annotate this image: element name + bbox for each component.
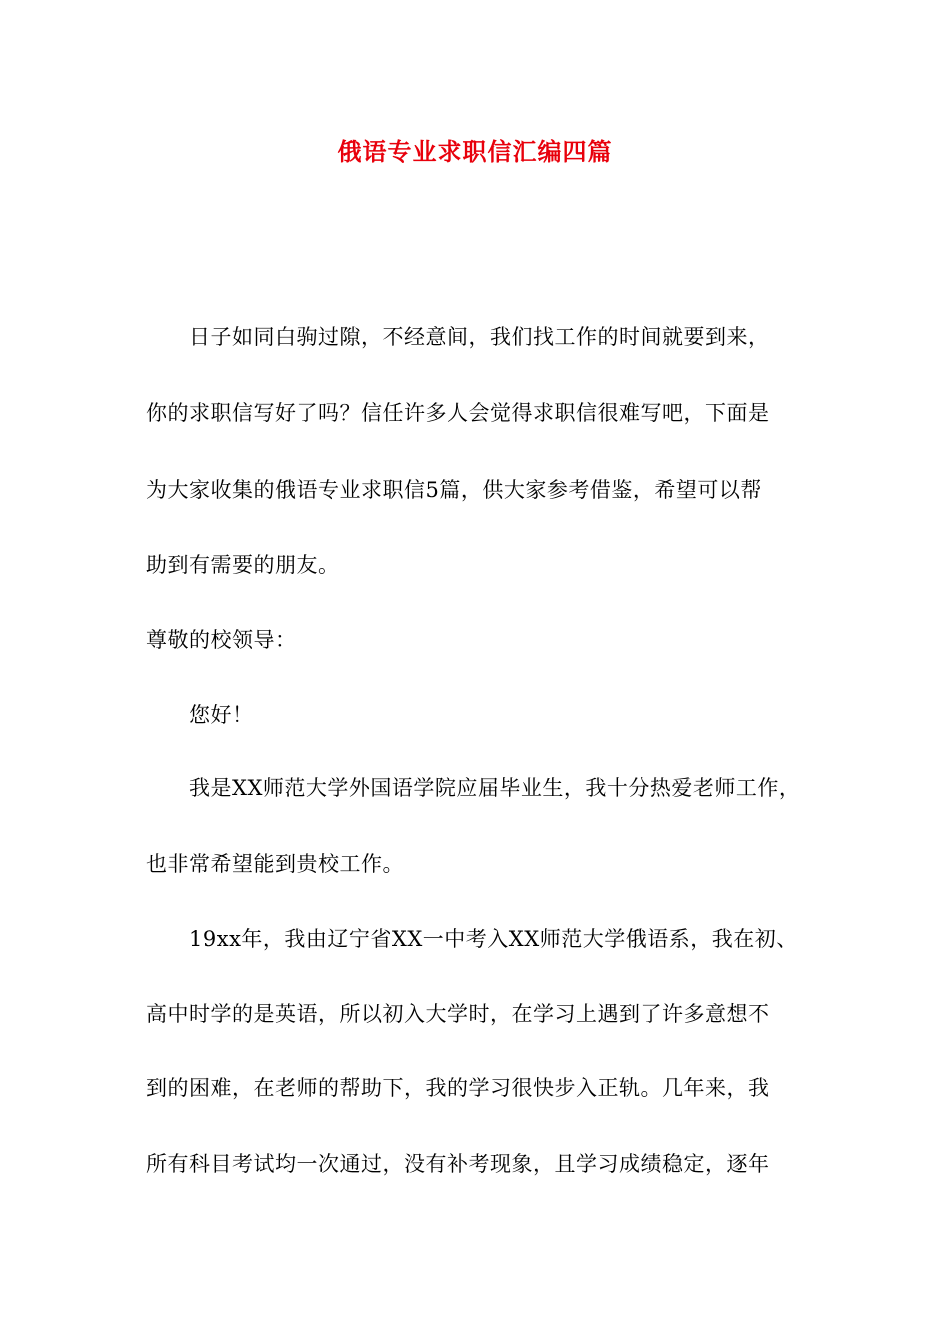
paragraph-line: 19xx年，我由辽宁省XX一中考入XX师范大学俄语系，我在初、 <box>189 927 798 951</box>
salutation: 尊敬的校领导： <box>146 628 297 652</box>
paragraph-line: 为大家收集的俄语专业求职信5篇，供大家参考借鉴，希望可以帮 <box>146 478 762 502</box>
paragraph-line: 我是XX师范大学外国语学院应届毕业生，我十分热爱老师工作， <box>189 776 801 800</box>
document-title: 俄语专业求职信汇编四篇 <box>337 137 613 166</box>
paragraph-line: 助到有需要的朋友。 <box>146 553 340 577</box>
paragraph-line: 到的困难，在老师的帮助下，我的学习很快步入正轨。几年来，我 <box>146 1076 770 1100</box>
greeting: 您好！ <box>189 703 254 727</box>
paragraph-line: 你的求职信写好了吗？信任许多人会觉得求职信很难写吧，下面是 <box>146 401 770 425</box>
paragraph-line: 也非常希望能到贵校工作。 <box>146 852 404 876</box>
paragraph-line: 所有科目考试均一次通过，没有补考现象，且学习成绩稳定，逐年 <box>146 1152 770 1176</box>
paragraph-line: 高中时学的是英语，所以初入大学时，在学习上遇到了许多意想不 <box>146 1002 770 1026</box>
paragraph-line: 日子如同白驹过隙，不经意间，我们找工作的时间就要到来， <box>189 325 770 349</box>
